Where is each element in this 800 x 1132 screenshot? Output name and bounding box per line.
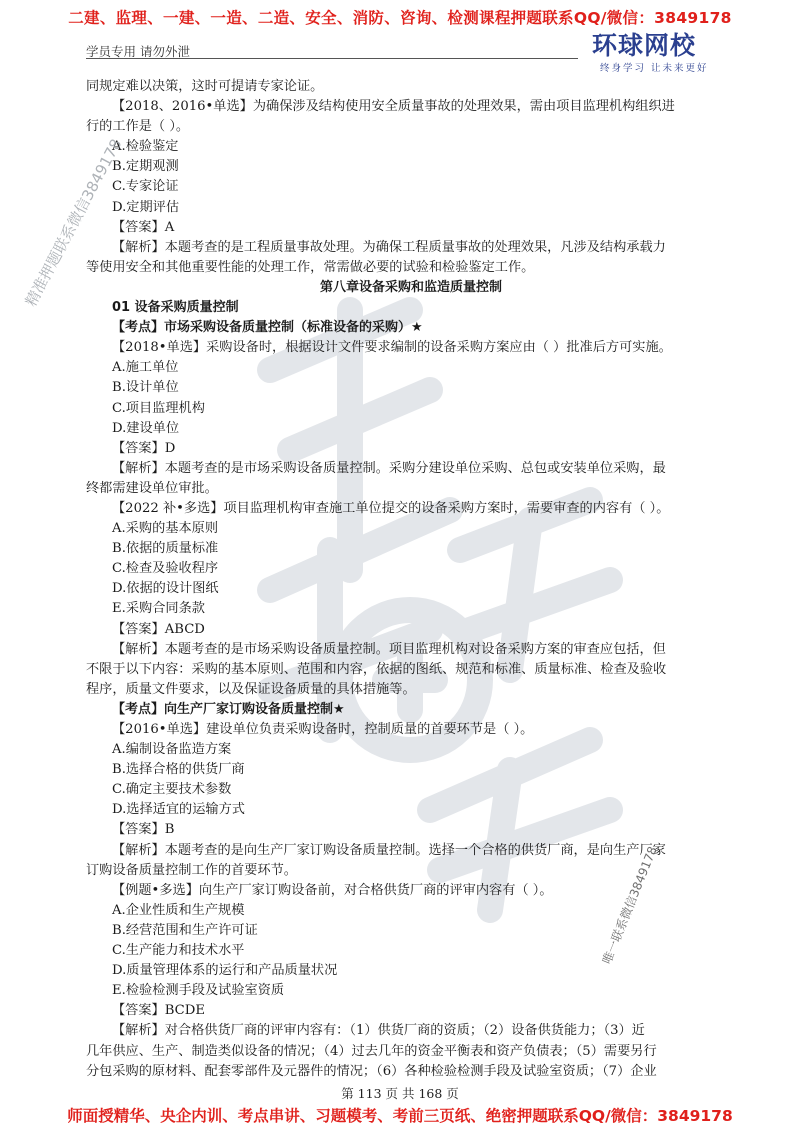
answer-line: 【答案】BCDE [112,1003,205,1019]
text-line: 分包采购的原材料、配套零部件及元器件的情况；（6）各种检验检测手段及试验室资质；（7）企业 [86,1063,657,1079]
option-item: D.定期评估 [112,199,180,215]
logo-slogan: 终身学习 让未来更好 [600,63,709,74]
question-stem: 【2022 补•多选】项目监理机构审查施工单位提交的设备采购方案时，需要审查的内容有（ ）。 [112,500,670,516]
option-item: B.定期观测 [112,159,179,175]
option-item: B.设计单位 [112,380,179,396]
option-item: A.采购的基本原则 [112,521,219,537]
question-stem: 【2016•单选】建设单位负责采购设备时，控制质量的首要环节是（ ）。 [112,722,534,737]
option-item: C.生产能力和技术水平 [112,943,245,959]
diagonal-watermark-right: 唯一联系微信3849178 [599,844,660,966]
option-item: C.确定主要技术参数 [112,782,232,798]
option-item: A.检验鉴定 [112,139,179,155]
option-item: D.选择适宜的运输方式 [112,802,245,818]
option-item: B.依据的质量标准 [112,541,219,557]
top-promo-banner: 二建、监理、一建、一造、二造、安全、消防、咨询、检测课程押题联系QQ/微信：3849178 [68,9,732,27]
diagonal-watermark-left: 精准押题联系微信3849178 [21,135,126,310]
key-point-heading: 【考点】市场采购设备质量控制（标准设备的采购）★ [112,320,423,336]
answer-line: 【答案】A [112,219,175,235]
text-line: 终都需建设单位审批。 [86,480,218,496]
key-point-heading: 【考点】向生产厂家订购设备质量控制★ [112,701,345,717]
option-item: C.检查及验收程序 [112,561,219,577]
option-item: A.编制设备监造方案 [112,742,232,758]
option-item: E.检验检测手段及试验室资质 [112,983,285,999]
option-item: D.依据的设计图纸 [112,581,219,597]
answer-line: 【答案】ABCD [112,621,205,637]
analysis-line: 【解析】本题考查的是向生产厂家订购设备质量控制。选择一个合格的供货厂商，是向生产厂家 [112,842,666,858]
question-stem: 【2018、2016•单选】为确保涉及结构使用安全质量事故的处理效果，需由项目监理机构组织进 [112,99,675,115]
text-line: 同规定难以决策，这时可提请专家论证。 [86,79,324,94]
text-line: 订购设备质量控制工作的首要环节。 [86,862,297,878]
answer-line: 【答案】B [112,822,175,838]
document-body [86,77,736,1082]
option-item: C.专家论证 [112,179,179,195]
page-number: 第 113 页 共 168 页 [341,1086,459,1101]
text-line: 不限于以下内容：采购的基本原则、范围和内容，依据的图纸、规范和标准、质量标准、检查及验收 [86,661,667,677]
question-stem: 【例题•多选】向生产厂家订购设备前，对合格供货厂商的评审内容有（ ）。 [112,882,553,898]
analysis-line: 【解析】本题考查的是市场采购设备质量控制。项目监理机构对设备采购方案的审查应包括，但 [112,641,666,657]
header-notice: 学员专用 请勿外泄 [86,44,190,59]
analysis-line: 【解析】对合格供货厂商的评审内容有：（1）供货厂商的资质；（2）设备供货能力；（3）近 [112,1023,645,1039]
option-item: B.经营范围和生产许可证 [112,922,258,938]
text-line: 程序，质量文件要求，以及保证设备质量的具体措施等。 [86,681,416,697]
question-stem: 【2018•单选】采购设备时，根据设计文件要求编制的设备采购方案应由（ ）批准后方可实施。 [112,340,672,356]
option-item: A.企业性质和生产规模 [112,902,245,918]
option-item: B.选择合格的供货厂商 [112,762,245,778]
text-line: 行的工作是（ ）。 [86,119,190,135]
text-line: 等使用安全和其他重要性能的处理工作，常需做必要的试验和检验鉴定工作。 [86,259,535,275]
bottom-promo-banner: 师面授精华、央企内训、考点串讲、习题模考、考前三页纸、绝密押题联系QQ/微信：3849178 [67,1107,733,1125]
answer-line: 【答案】D [112,440,176,456]
option-item: A.施工单位 [112,360,179,376]
option-item: D.质量管理体系的运行和产品质量状况 [112,963,338,979]
analysis-line: 【解析】本题考查的是工程质量事故处理。为确保工程质量事故的处理效果，凡涉及结构承载力 [112,239,666,255]
logo-text: 环球网校 [592,31,697,60]
header-divider [86,58,578,59]
option-item: E.采购合同条款 [112,601,205,617]
option-item: D.建设单位 [112,420,180,436]
text-line: 几年供应、生产、制造类似设备的情况；（4）过去几年的资金平衡表和资产负债表；（5）需要另行 [86,1043,657,1059]
chapter-title: 第八章设备采购和监造质量控制 [319,279,502,295]
option-item: C.项目监理机构 [112,400,205,416]
brand-logo [592,32,742,74]
section-title: 01 设备采购质量控制 [112,300,239,316]
analysis-line: 【解析】本题考查的是市场采购设备质量控制。采购分建设单位采购、总包或安装单位采购，最 [112,460,666,476]
